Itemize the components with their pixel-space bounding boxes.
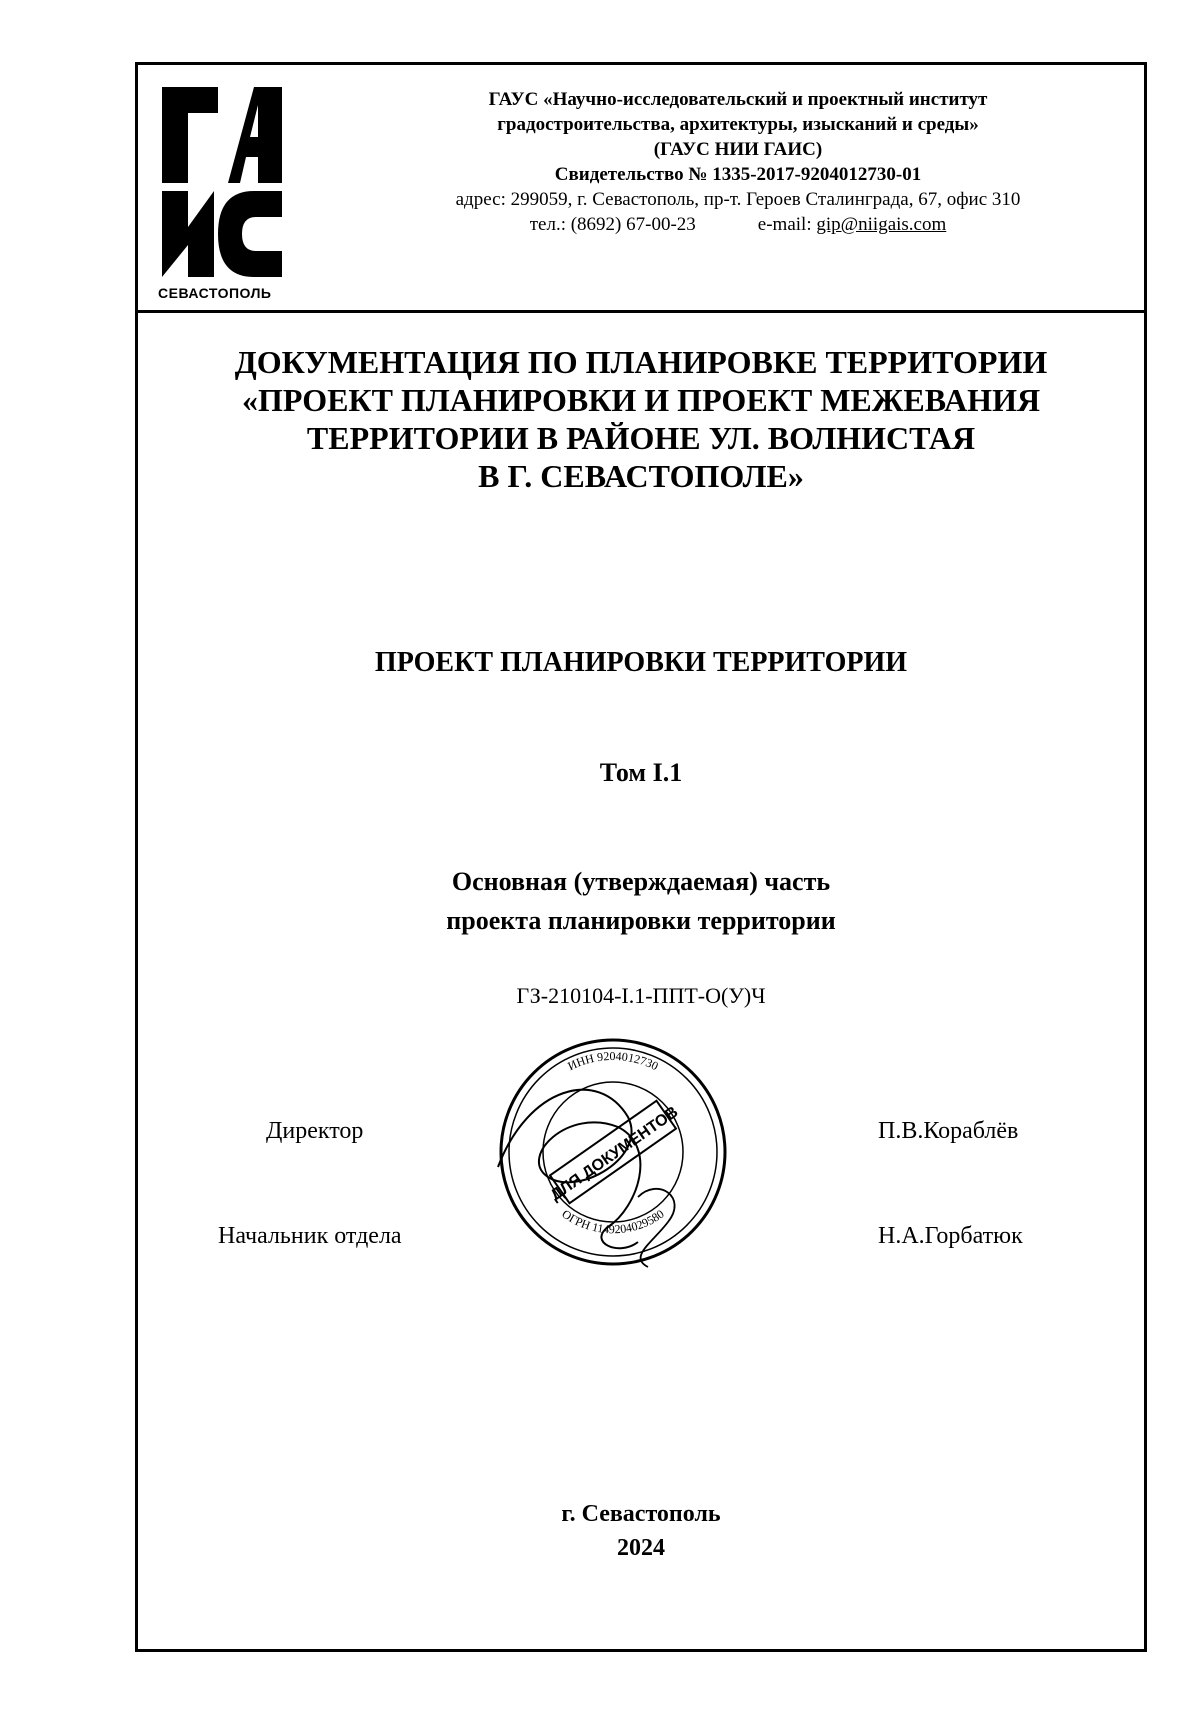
document-header [138, 65, 1144, 313]
phone: тел.: (8692) 67-00-23 [529, 214, 696, 235]
org-logo [158, 87, 290, 307]
title-line4: В Г. СЕВАСТОПОЛЕ» [478, 458, 804, 494]
title-line1: ДОКУМЕНТАЦИЯ ПО ПЛАНИРОВКЕ ТЕРРИТОРИИ [234, 344, 1048, 380]
document-code: ГЗ-210104-I.1-ППТ-О(У)Ч [516, 983, 766, 1008]
org-name-line2: градостроительства, архитектуры, изысканий и среды» [497, 114, 979, 135]
stamp-inn: ИНН 9204012730 [565, 1048, 661, 1074]
org-name-line1: ГАУС «Научно-исследовательский и проектный институт [488, 89, 988, 110]
stamp-center-text: ДЛЯ ДОКУМЕНТОВ [547, 1103, 682, 1205]
title-line2: «ПРОЕКТ ПЛАНИРОВКИ И ПРОЕКТ МЕЖЕВАНИЯ [241, 382, 1041, 418]
footer-year: 2024 [617, 1535, 665, 1561]
subtitle [138, 862, 1144, 940]
address: адрес: 299059, г. Севастополь, пр-т. Героев Сталинграда, 67, офис 310 [455, 189, 1021, 210]
document-title [138, 343, 1144, 495]
stamp-ogrn: ОГРН 1149204029580 [559, 1206, 667, 1237]
email-link[interactable]: gip@niigais.com [816, 214, 947, 235]
subtitle-line2: проекта планировки территории [446, 906, 836, 935]
subtitle-line1: Основная (утверждаемая) часть [451, 867, 831, 896]
section-title: ПРОЕКТ ПЛАНИРОВКИ ТЕРРИТОРИИ [374, 647, 908, 678]
title-line3: ТЕРРИТОРИИ В РАЙОНЕ УЛ. ВОЛНИСТАЯ [306, 420, 976, 456]
gaigs-logo-icon [158, 87, 290, 277]
signature-name-director: П.В.Кораблёв [878, 1118, 1019, 1144]
certificate: Свидетельство № 1335-2017-9204012730-01 [554, 164, 922, 185]
signature-role-director: Директор [266, 1118, 364, 1144]
email-label: e-mail: [757, 214, 817, 235]
volume-label: Том I.1 [599, 758, 683, 787]
footer-city: г. Севастополь [561, 1501, 721, 1527]
logo-caption: СЕВАСТОПОЛЬ [158, 285, 272, 301]
document-footer [138, 1497, 1144, 1565]
org-info [338, 87, 1138, 237]
signature-name-head: Н.А.Горбатюк [878, 1223, 1023, 1249]
signature-role-head: Начальник отдела [218, 1223, 402, 1249]
round-stamp-icon [488, 1027, 738, 1277]
document-frame [135, 62, 1147, 1652]
org-abbr: (ГАУС НИИ ГАИС) [653, 139, 823, 160]
contacts [338, 212, 1138, 237]
